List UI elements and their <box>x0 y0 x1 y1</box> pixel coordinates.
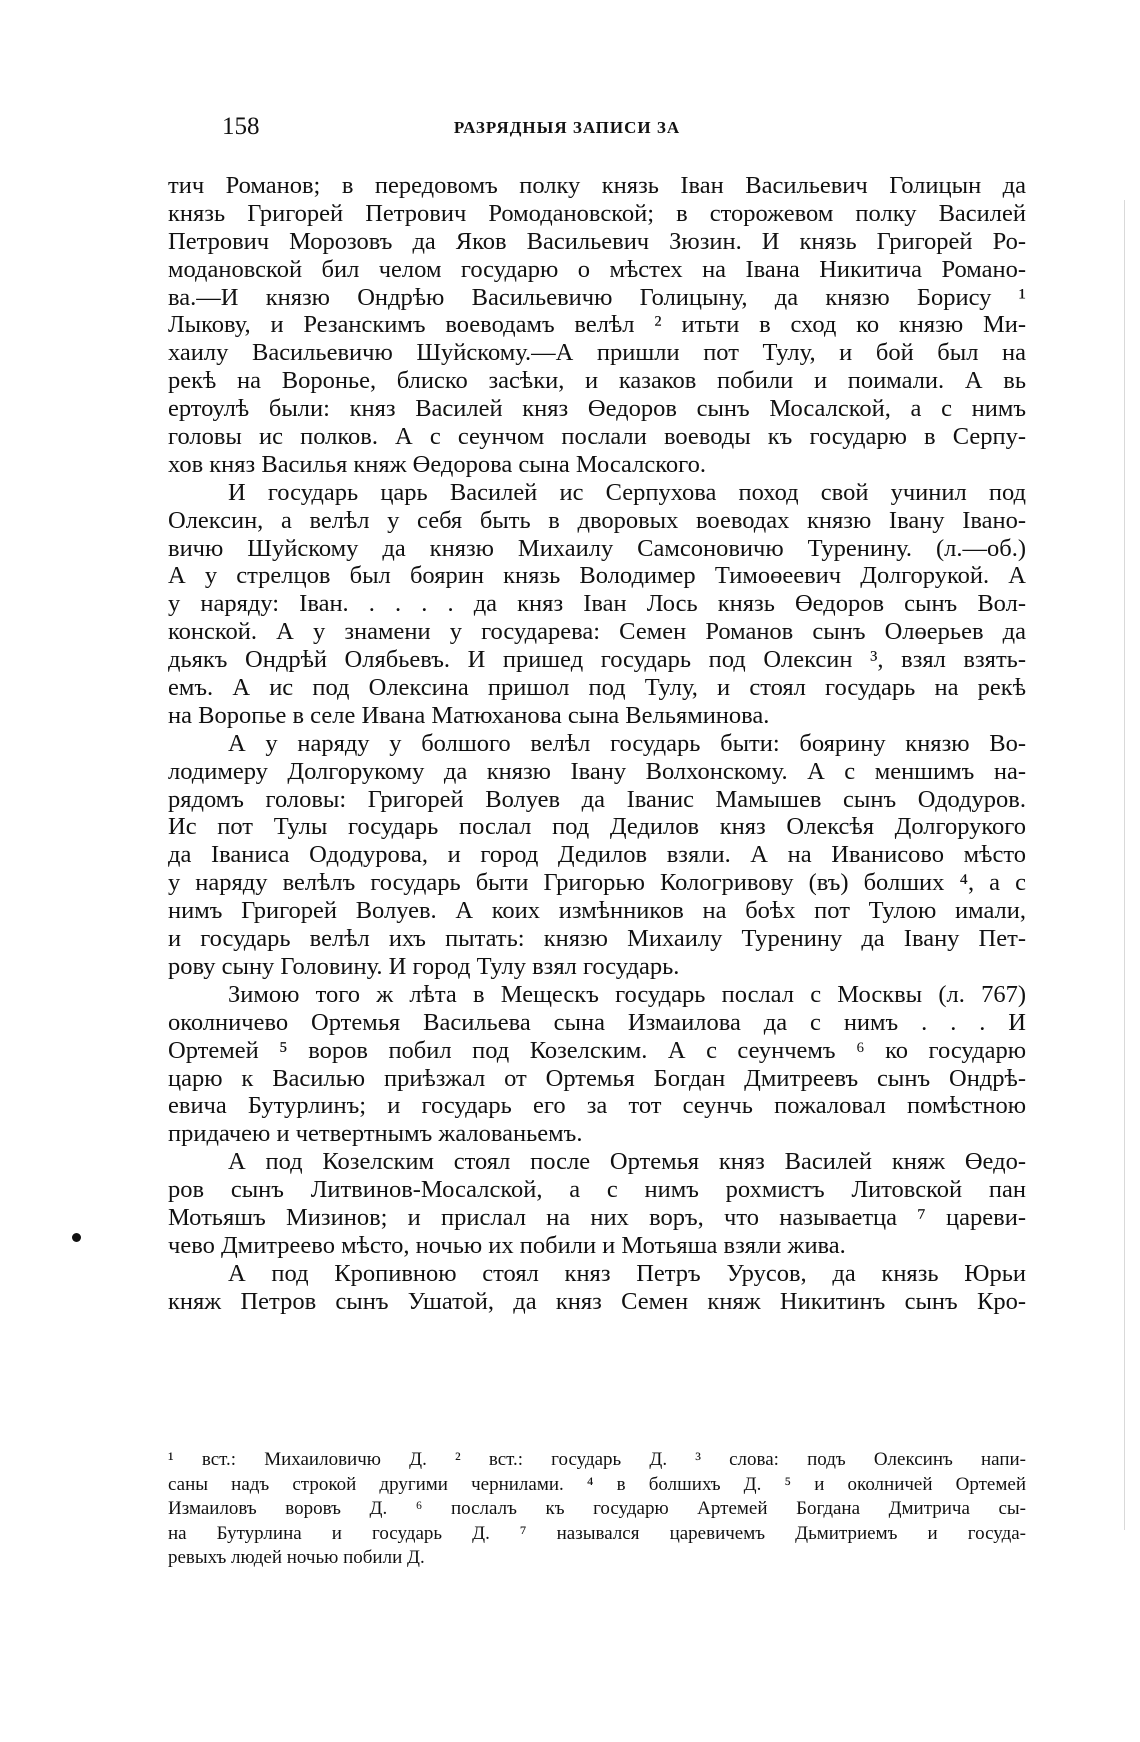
text-line: евича Бутурлинъ; и государь его за тот сеунчь пожаловал помѣстною <box>168 1092 1026 1120</box>
text-line: хаилу Васильевичю Шуйскому.—А пришли пот Тулу, и бой был на <box>168 339 1026 367</box>
text-line: рекѣ на Воронье, блиско засѣки, и казаков побили и поимали. А вь <box>168 367 1026 395</box>
text-line: царю к Василью приѣзжал от Ортемья Богдан Дмитреевъ сынъ Ондрѣ- <box>168 1064 1026 1092</box>
text-line: вичю Шуйскому да князю Михаилу Самсоновичю Туренину. (л.—об.) <box>168 534 1026 562</box>
text-line: князь Григорей Петрович Ромодановской; в сторожевом полку Василей <box>168 199 1026 227</box>
text-line: Олексин, а велѣл у себя быть в дворовых воеводах князю Івану Івано- <box>168 506 1026 534</box>
text-line: ертоулѣ были: княз Василей княз Өедоров сынъ Мосалской, а с нимъ <box>168 395 1026 423</box>
text-line: да Іваниса Ододурова, и город Дедилов взяли. А на Иванисово мѣсто <box>168 841 1026 869</box>
text-line: княж Петров сынъ Ушатой, да княз Семен княж Никитинъ сынъ Кро- <box>168 1287 1026 1315</box>
text-line: дьякъ Ондрѣй Олябьевъ. И пришед государь под Олексин ³, взял взять- <box>168 646 1026 674</box>
paragraph-6 <box>168 1260 1026 1316</box>
paragraph-1 <box>168 172 1026 479</box>
text-line: А под Кропивною стоял княз Петръ Урусов, да князь Юрьи <box>228 1259 1026 1287</box>
page-header <box>222 112 912 142</box>
text-line: чево Дмитреево мѣсто, ночью их побили и Мотьяша взяли жива. <box>168 1231 846 1259</box>
footnote-line: саны надъ строкой другими чернилами. ⁴ в болшихъ Д. ⁵ и околничей Ортемей <box>168 1473 1026 1495</box>
text-line: модановской бил челом государю о мѣстех на Івана Никитича Романо- <box>168 255 1026 283</box>
text-line: на Воропье в селе Ивана Матюханова сына Вельяминова. <box>168 701 770 729</box>
text-line: хов княз Василья княж Өедорова сына Мосалского. <box>168 450 706 478</box>
margin-dot <box>72 1233 81 1242</box>
page-number: 158 <box>222 113 260 140</box>
text-line: А у стрелцов был боярин князь Володимер Тимоөеевич Долгорукой. А <box>168 562 1026 590</box>
text-line: ров сынъ Литвинов-Мосалской, а с нимъ рохмистъ Литовской пан <box>168 1176 1026 1204</box>
body-text <box>168 172 1026 1316</box>
paragraph-3 <box>168 730 1026 981</box>
text-line: околничево Ортемья Васильева сына Измаилова да с нимъ . . . И <box>168 1008 1026 1036</box>
text-line: Лыкову, и Резанскимъ воеводамъ велѣл ² итьти в сход ко князю Ми- <box>168 311 1026 339</box>
text-line: головы ис полков. А с сеунчом послали воеводы къ государю в Серпу- <box>168 423 1026 451</box>
text-line: Ис пот Тулы государь послал под Дедилов княз Олексѣя Долгорукого <box>168 813 1026 841</box>
text-line: придачею и четвертнымъ жалованьемъ. <box>168 1120 583 1148</box>
text-line: И государь царь Василей ис Серпухова поход свой учинил под <box>228 478 1026 506</box>
text-line: ва.—И князю Ондрѣю Васильевичю Голицыну, да князю Борису ¹ <box>168 283 1026 311</box>
paragraph-5 <box>168 1148 1026 1260</box>
footnote-line: на Бутурлина и государь Д. ⁷ назывался царевичемъ Дьмитриемъ и госуда- <box>168 1522 1026 1544</box>
footnote-line: ¹ вст.: Михаиловичю Д. ² вст.: государь Д. ³ слова: подъ Олексинъ напи- <box>168 1449 1026 1470</box>
scan-edge-line <box>1124 200 1125 1530</box>
text-line: у наряду велѣлъ государь быти Григорью Кологривову (въ) болших ⁴, а с <box>168 869 1026 897</box>
text-line: конской. А у знамени у государева: Семен Романов сынъ Олөерьев да <box>168 618 1026 646</box>
text-line: Петрович Морозовъ да Яков Васильевич Зюзин. И князь Григорей Ро- <box>168 227 1026 255</box>
text-line: емъ. А ис под Олексина пришол под Тулу, и стоял государь на рекѣ <box>168 674 1026 702</box>
footnotes <box>168 1448 1026 1571</box>
text-line: Мотьяшъ Мизинов; и прислал на них воръ, что называетца ⁷ цареви- <box>168 1203 1026 1231</box>
text-line: А под Козелским стоял после Ортемья княз Василей княж Өедо- <box>228 1148 1026 1176</box>
text-line: лодимеру Долгорукому да князю Івану Волхонскому. А с меншимъ на- <box>168 757 1026 785</box>
text-line: рядомъ головы: Григорей Волуев да Іванис Мамышев сынъ Ододуров. <box>168 785 1026 813</box>
text-line: рову сыну Головину. И город Тулу взял государь. <box>168 952 680 980</box>
text-line: и государь велѣл ихъ пытать: князю Михаилу Туренину да Івану Пет- <box>168 925 1026 953</box>
text-line: Ортемей ⁵ воров побил под Козелским. А с сеунчемъ ⁶ ко государю <box>168 1036 1026 1064</box>
text-line: нимъ Григорей Волуев. А коих измѣнников на боѣх пот Тулою имали, <box>168 897 1026 925</box>
text-line: у наряду: Іван. . . . . да княз Іван Лось князь Өедоров сынъ Вол- <box>168 590 1026 618</box>
running-title: РАЗРЯДНЫЯ ЗАПИСИ ЗА <box>453 118 681 137</box>
paragraph-4 <box>168 981 1026 1148</box>
footnote-line: Измаиловъ воровъ Д. ⁶ послалъ къ государю Артемей Богдана Дмитрича сы- <box>168 1498 1026 1519</box>
paragraph-2 <box>168 479 1026 730</box>
text-line: А у наряду у болшого велѣл государь быти: боярину князю Во- <box>228 729 1026 757</box>
text-line: Зимою того ж лѣта в Мещескъ государь послал с Москвы (л. 767) <box>228 980 1026 1008</box>
text-line: тич Романов; в передовомъ полку князь Іван Васильевич Голицын да <box>168 172 1026 199</box>
footnote-line: ревыхъ людей ночью побили Д. <box>168 1547 425 1568</box>
